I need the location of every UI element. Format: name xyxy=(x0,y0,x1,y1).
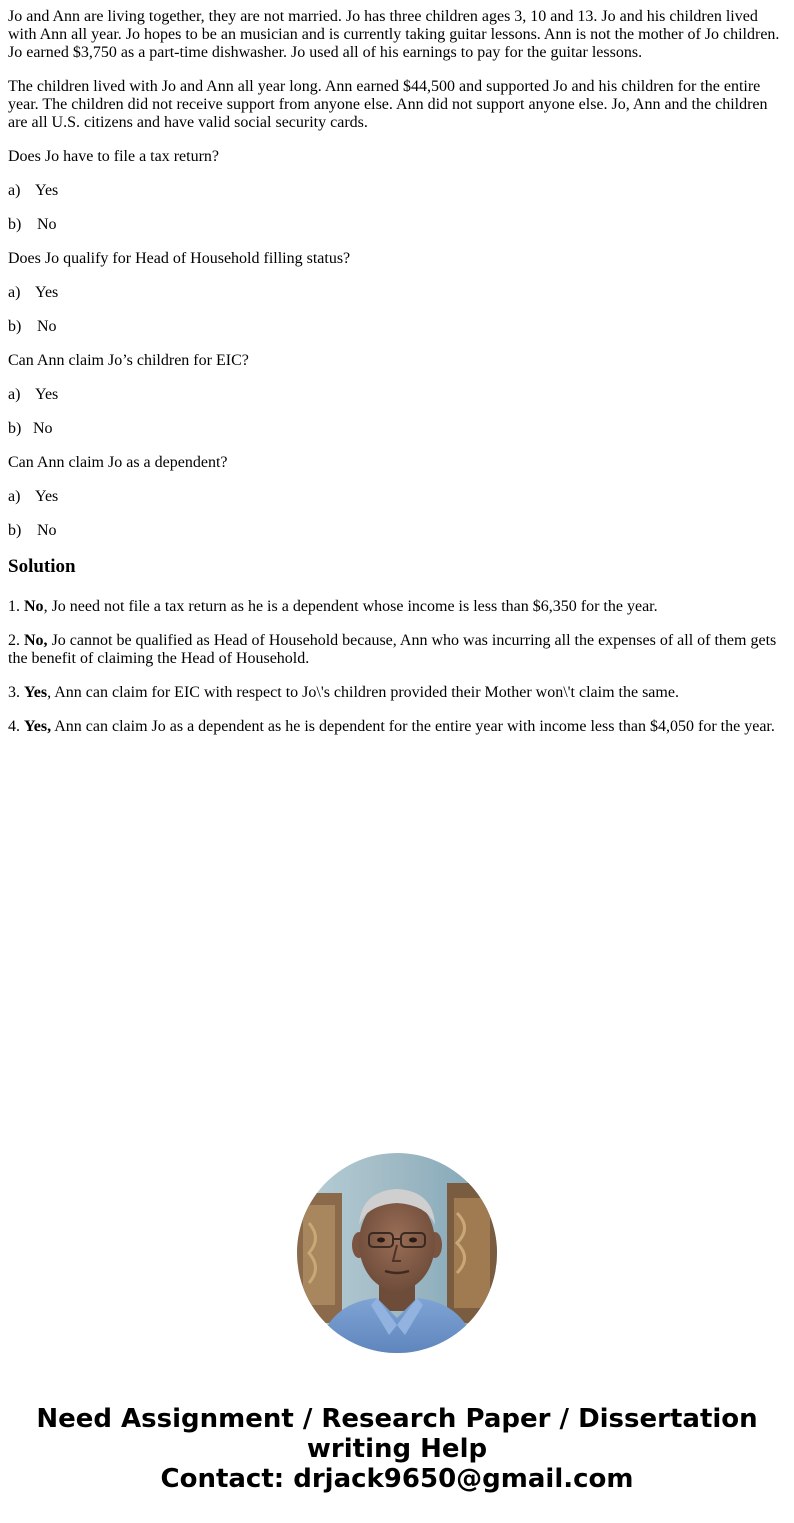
solution-text: Jo cannot be qualified as Head of Household because, Ann who was incurring all the expenses of all of them gets the benefit of claiming the Head of Household. xyxy=(8,632,777,667)
question-1-option-b xyxy=(8,216,786,234)
author-portrait-image xyxy=(297,1153,497,1353)
option-letter: b) xyxy=(8,420,22,437)
option-text: No xyxy=(33,420,53,437)
solution-number: 1. xyxy=(8,598,20,615)
solution-heading: Solution xyxy=(8,556,76,577)
question-4-option-a xyxy=(8,488,786,506)
solution-number: 2. xyxy=(8,632,20,649)
question-2-option-b xyxy=(8,318,786,336)
option-text: Yes xyxy=(35,386,59,403)
option-letter: b) xyxy=(8,522,22,539)
option-letter: a) xyxy=(8,284,21,301)
question-1-option-a xyxy=(8,182,786,200)
solution-text: , Ann can claim for EIC with respect to Jo\'s children provided their Mother won\'t claim the same. xyxy=(47,684,679,701)
problem-paragraph-1: Jo and Ann are living together, they are not married. Jo has three children ages 3, 10 and 13. Jo and his children lived with Ann all year. Jo hopes to be an musician and is currently taking guitar lessons. Ann is not the mother of Jo children. Jo earned $3,750 as a part-time dishwasher. Jo used all of his earnings to pay for the guitar lessons. xyxy=(8,8,780,61)
footer-banner xyxy=(0,1404,794,1494)
option-letter: a) xyxy=(8,182,21,199)
solution-text: , Jo need not file a tax return as he is a dependent whose income is less than $6,350 for the year. xyxy=(43,598,658,615)
option-letter: b) xyxy=(8,318,22,335)
question-3-option-a xyxy=(8,386,786,404)
solution-number: 3. xyxy=(8,684,20,701)
question-4-option-b xyxy=(8,522,786,540)
option-text: Yes xyxy=(35,284,59,301)
question-2-option-a xyxy=(8,284,786,302)
option-text: No xyxy=(37,522,57,539)
option-text: No xyxy=(37,216,57,233)
option-text: Yes xyxy=(35,182,59,199)
question-3: Can Ann claim Jo’s children for EIC? xyxy=(8,352,249,369)
author-avatar xyxy=(297,1153,497,1353)
footer-line-2: writing Help xyxy=(306,1434,488,1464)
solution-item-4 xyxy=(8,718,786,736)
option-text: Yes xyxy=(35,488,59,505)
option-text: No xyxy=(37,318,57,335)
solution-item-2 xyxy=(8,632,786,668)
problem-paragraph-2: The children lived with Jo and Ann all year long. Ann earned $44,500 and supported Jo and his children for the entire year. The children did not receive support from anyone else. Ann did not support anyone else. Jo, Ann and the children are all U.S. citizens and have valid social security cards. xyxy=(8,78,768,131)
solution-answer: No xyxy=(24,598,44,615)
solution-number: 4. xyxy=(8,718,20,735)
question-4: Can Ann claim Jo as a dependent? xyxy=(8,454,228,471)
question-1: Does Jo have to file a tax return? xyxy=(8,148,220,165)
question-3-option-b xyxy=(8,420,786,438)
option-letter: a) xyxy=(8,386,21,403)
solution-item-3 xyxy=(8,684,786,702)
document-body xyxy=(8,8,786,752)
option-letter: a) xyxy=(8,488,21,505)
footer-line-1: Need Assignment / Research Paper / Dissertation xyxy=(36,1404,758,1434)
solution-answer: Yes, xyxy=(24,718,52,735)
option-letter: b) xyxy=(8,216,22,233)
solution-text: Ann can claim Jo as a dependent as he is dependent for the entire year with income less than $4,050 for the year. xyxy=(51,718,775,735)
solution-answer: Yes xyxy=(24,684,48,701)
solution-answer: No, xyxy=(24,632,48,649)
solution-item-1 xyxy=(8,598,786,616)
footer-contact: Contact: drjack9650@gmail.com xyxy=(160,1464,634,1494)
question-2: Does Jo qualify for Head of Household filling status? xyxy=(8,250,351,267)
